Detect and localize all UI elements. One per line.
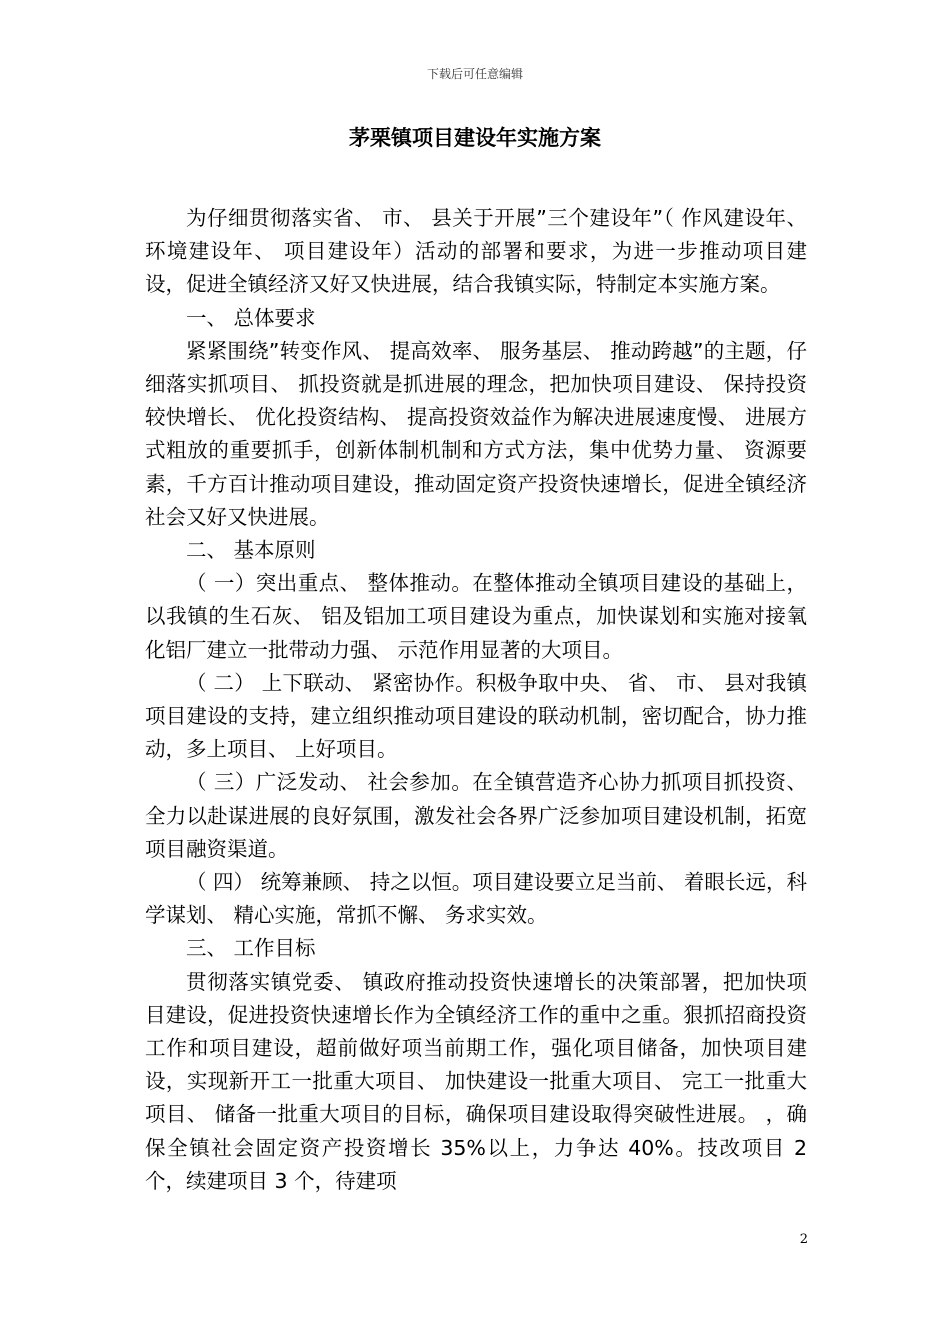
paragraph-principle-3: （ 三）广泛发动、 社会参加。在全镇营造齐心协力抓项目抓投资、 全力以赴谋进展的良好氛围，激发社会各界广泛参加项目建设机制，拓宽项目融资渠道。 [145, 770, 807, 861]
paragraph-principle-1: （ 一）突出重点、 整体推动。在整体推动全镇项目建设的基础上，以我镇的生石灰、 铝及铝加工项目建设为重点，加快谋划和实施对接氧化铝厂建立一批带动力强、 示范作用显著的大项目。 [145, 571, 807, 662]
section-heading-2: 二、 基本原则 [186, 538, 316, 563]
paragraph-principle-4: （ 四） 统筹兼顾、 持之以恒。项目建设要立足当前、 着眼长远，科学谋划、 精心实施，常抓不懈、 务求实效。 [145, 870, 807, 928]
document-body [145, 202, 807, 1198]
section-heading-1: 一、 总体要求 [186, 305, 316, 330]
section-heading-3: 三、 工作目标 [186, 936, 316, 961]
paragraph-principle-2: （ 二） 上下联动、 紧密协作。积极争取中央、 省、 市、 县对我镇项目建设的支持，建立组织推动项目建设的联动机制，密切配合，协力推动，多上项目、 上好项目。 [145, 670, 807, 762]
page-number: 2 [799, 1232, 808, 1247]
paragraph-general-requirements: 紧紧围绕”转变作风、 提高效率、 服务基层、 推动跨越”的主题，仔细落实抓项目、 抓投资就是抓进展的理念，把加快项目建设、 保持投资较快增长、 优化投资结构、 提高投资效益作为解决进展速度慢、 进展方式粗放的重要抓手，创新体制机制和方式方法，集中优势力量、 资源要素，千方百计推动项目建设，推动固定资产投资快速增长，促进全镇经济社会又好又快进展。 [145, 338, 807, 529]
header-note: 下载后可任意编辑 [426, 67, 523, 81]
document-title: 茅栗镇项目建设年实施方案 [349, 126, 601, 150]
paragraph-intro: 为仔细贯彻落实省、 市、 县关于开展”三个建设年”（ 作风建设年、 环境建设年、 项目建设年）活动的部署和要求，为进一步推动项目建设，促进全镇经济又好又快进展，结合我镇实际，特制定本实施方案。 [145, 206, 807, 297]
paragraph-work-goals: 贯彻落实镇党委、 镇政府推动投资快速增长的决策部署，把加快项目建设，促进投资快速增长作为全镇经济工作的重中之重。狠抓招商投资工作和项目建设，超前做好项当前期工作，强化项目储备，加快项目建设，实现新开工一批重大项目、 加快建设一批重大项目、 完工一批重大项目、 储备一批重大项目的目标，确保项目建设取得突破性进展。 ，确保全镇社会固定资产投资增长 35%以上，力争达 40%。技改项目 2 个，续建项目 3 个，待建项 [145, 969, 807, 1193]
